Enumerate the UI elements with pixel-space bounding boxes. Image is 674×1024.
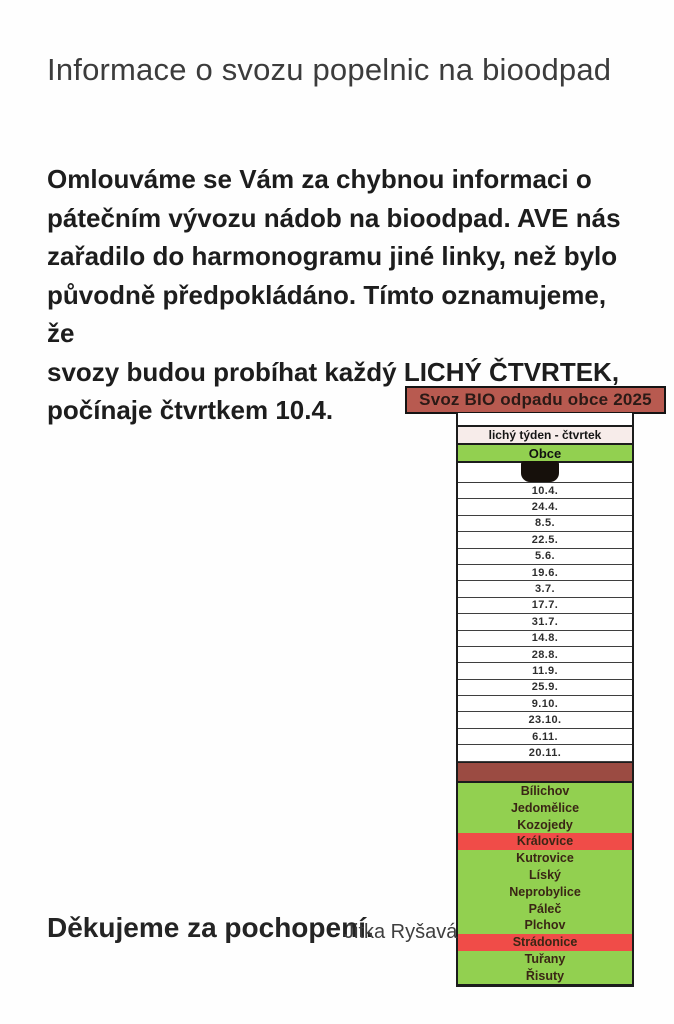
paragraph-line: Omlouváme se Vám za chybnou informaci o (47, 164, 592, 194)
date-row: 25.9. (458, 680, 632, 696)
date-row: 9.10. (458, 696, 632, 712)
date-row: 22.5. (458, 532, 632, 548)
village-row: Kutrovice (516, 851, 574, 866)
date-row: 24.4. (458, 499, 632, 515)
date-row: 6.11. (458, 729, 632, 745)
date-row: 10.4. (458, 483, 632, 499)
schedule-subheader: lichý týden - čtvrtek (458, 425, 632, 445)
date-row: 28.8. (458, 647, 632, 663)
page-title: Informace o svozu popelnic na bioodpad (47, 52, 612, 87)
date-row: 31.7. (458, 614, 632, 630)
village-row: Plchov (524, 918, 566, 933)
village-row: Páleč (528, 901, 562, 916)
paragraph-line: počínaje čtvrtkem 10.4. (47, 395, 334, 425)
paragraph-line: svozy budou probíhat každý LICHÝ ČTVRTEK, (47, 356, 620, 387)
date-row: 5.6. (458, 549, 632, 565)
date-row: 23.10. (458, 712, 632, 728)
date-rows (458, 483, 632, 762)
redaction-mark (521, 461, 559, 482)
village-row: Kozojedy (517, 817, 573, 832)
spacer-row (458, 413, 632, 425)
village-row: Královice (458, 833, 632, 850)
village-rows (458, 783, 632, 985)
village-row: Neprobylice (509, 884, 581, 899)
village-row: Tuřany (524, 952, 566, 966)
village-row: Řisuty (525, 968, 565, 983)
date-row: 14.8. (458, 631, 632, 647)
date-row: 11.9. (458, 663, 632, 679)
date-row: 3.7. (458, 581, 632, 597)
schedule-table (456, 413, 634, 987)
paragraph-line: zařadilo do harmonogramu jiné linky, než bylo (47, 241, 618, 271)
village-row: Strádonice (458, 934, 632, 951)
date-row: 8.5. (458, 516, 632, 532)
village-row: Líský (529, 868, 561, 883)
schedule-table-title: Svoz BIO odpadu obce 2025 (405, 386, 666, 414)
divider-band (458, 762, 632, 783)
date-row: 17.7. (458, 598, 632, 614)
closing-line: Děkujeme za pochopení. (47, 912, 374, 943)
paragraph-line: pátečním vývozu nádob na bioodpad. AVE nás (47, 202, 621, 233)
village-row: Bílichov (520, 784, 570, 799)
village-row: Jedomělice (510, 800, 580, 815)
date-row: 19.6. (458, 565, 632, 581)
column-header-obce: Obce (458, 445, 632, 463)
redacted-date-row (458, 463, 632, 483)
date-row: 20.11. (458, 745, 632, 761)
paragraph-line: původně předpokládáno. Tímto oznamujeme, že (47, 279, 607, 348)
signature: Jitka Ryšavá (344, 921, 458, 943)
